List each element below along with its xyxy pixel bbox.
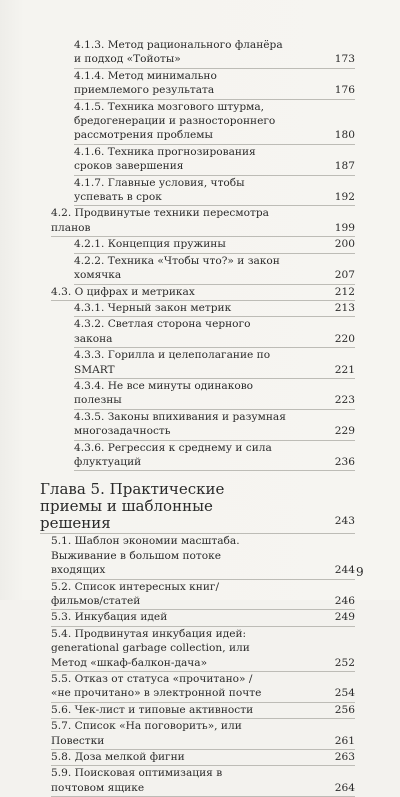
- toc-entry-title: 5.2. Список интересных книг/фильмов/статей: [51, 580, 220, 607]
- toc-chapter: [40, 481, 355, 534]
- toc-entry-title: 5.1. Шаблон экономии масштаба. Выживание в большом потоке входящих: [51, 535, 240, 577]
- toc-entry: [51, 627, 355, 672]
- toc-entry-title: 5.9. Поисковая оптимизация в почтовом ящике: [51, 767, 223, 794]
- toc-entry: [51, 580, 355, 611]
- toc-entry: [74, 317, 355, 348]
- toc-entry-page: 254: [334, 687, 355, 700]
- toc-entry: [51, 672, 355, 703]
- toc-entry-title: Глава 5. Практические приемы и шаблонные решения: [40, 480, 225, 533]
- toc-entry-title: 5.3. Инкубация идей: [51, 611, 168, 624]
- toc-entry-title: 5.8. Доза мелкой фигни: [51, 751, 185, 764]
- toc-entry-page: 263: [334, 751, 355, 764]
- toc-entry-page: 229: [334, 425, 355, 438]
- toc-entry: [74, 254, 355, 285]
- toc-entry-page: 243: [334, 515, 355, 528]
- toc-entry-page: 176: [334, 84, 355, 97]
- toc-entry: [74, 379, 355, 410]
- toc-entry-title: 5.5. Отказ от статуса «прочитано» / «не прочитано» в электронной почте: [51, 673, 262, 700]
- toc-entry: [74, 176, 355, 207]
- toc-entry-title: 5.4. Продвинутая инкубация идей: generational garbage collection, или Метод «шкаф-балкон-дача»: [51, 627, 250, 669]
- toc-entry-page: 207: [334, 269, 355, 282]
- toc-entry: [74, 441, 355, 472]
- toc-entry: [74, 301, 355, 317]
- toc-entry-title: 4.3.4. Не все минуты одинаково полезны: [74, 379, 254, 407]
- toc-entry-page: 199: [334, 221, 355, 234]
- toc-entry-title: 4.1.5. Техника мозгового штурма, бредогенерации и разностороннего рассмотрения проблемы: [74, 100, 276, 142]
- toc-entry-title: 4.2.1. Концепция пружины: [74, 238, 226, 251]
- toc-entry: [74, 348, 355, 379]
- toc-entry: [51, 719, 355, 750]
- toc-entry-title: 4.2. Продвинутые техники пересмотра планов: [51, 207, 269, 234]
- toc-entry-title: 4.3. О цифрах и метриках: [51, 285, 195, 298]
- toc-entry-page: 221: [334, 363, 355, 376]
- toc-entry-title: 4.3.6. Регрессия к среднему и сила флуктуаций: [74, 441, 272, 468]
- toc-entry-title: 4.3.1. Черный закон метрик: [74, 301, 232, 314]
- toc-entry-page: 261: [334, 734, 355, 747]
- toc-entry: [51, 766, 355, 797]
- toc-entry-title: 4.1.4. Метод минимально приемлемого результата: [74, 69, 217, 97]
- toc-entry: [51, 703, 355, 719]
- toc-entry: [51, 750, 355, 766]
- toc-entry-page: 192: [334, 191, 355, 204]
- toc-entry-page: 200: [334, 238, 355, 251]
- toc-entry-page: 213: [334, 301, 355, 314]
- toc-entry: [51, 534, 355, 579]
- toc-entry-page: 246: [334, 595, 355, 607]
- toc-entry-title: 4.3.2. Светлая сторона черного закона: [74, 318, 251, 345]
- toc-entry: [51, 285, 355, 301]
- toc-entry-page: 173: [334, 53, 355, 66]
- toc-entry-page: 252: [334, 656, 355, 669]
- toc-entry: [74, 237, 355, 253]
- toc-entry-title: 4.3.3. Горилла и целеполагание по SMART: [74, 349, 271, 376]
- toc-entry-title: 5.6. Чек-лист и типовые активности: [51, 703, 254, 716]
- toc-entry-page: 180: [334, 129, 355, 142]
- toc-entry-title: 4.3.5. Законы впихивания и разумная многозадачность: [74, 410, 286, 438]
- toc-entry-title: 4.2.2. Техника «Чтобы что?» и закон хомячка: [74, 254, 280, 282]
- toc-entry-page: 236: [334, 455, 355, 468]
- table-of-contents: [0, 38, 400, 797]
- toc-entry-title: 4.1.3. Метод рационального фланёра и подход «Тойоты»: [74, 39, 283, 66]
- toc-entry-page: 187: [334, 160, 355, 173]
- toc-entry-title: 5.7. Список «На поговорить», или Повестки: [51, 720, 242, 747]
- toc-entry-page: 249: [334, 611, 355, 624]
- toc-entry: [51, 206, 355, 237]
- toc-entry-page: 264: [334, 781, 355, 794]
- toc-entry: [74, 145, 355, 176]
- page-number: 9: [356, 565, 364, 579]
- toc-entry: [74, 410, 355, 441]
- toc-entry-title: 4.1.7. Главные условия, чтобы успевать в срок: [74, 176, 245, 204]
- toc-entry: [74, 100, 355, 145]
- toc-entry: [74, 38, 355, 69]
- toc-entry-page: 212: [334, 285, 355, 298]
- toc-entry: [51, 610, 355, 626]
- toc-separator: [74, 470, 355, 471]
- toc-entry: [74, 69, 355, 100]
- toc-entry-page: 223: [334, 394, 355, 407]
- toc-entry-title: 4.1.6. Техника прогнозирования сроков завершения: [74, 145, 256, 173]
- toc-entry-page: 244: [334, 564, 355, 577]
- toc-entry-page: 220: [334, 332, 355, 345]
- toc-entry-page: 256: [334, 703, 355, 716]
